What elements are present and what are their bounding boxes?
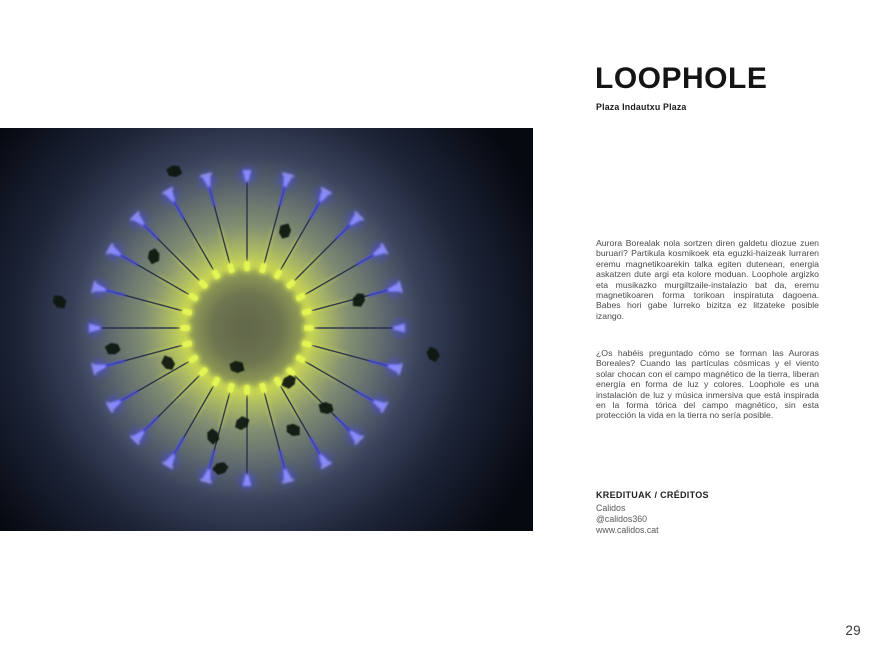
installation-photo-art — [0, 128, 533, 531]
description-basque: Aurora Borealak nola sortzen diren galdetu diozue zuen buruari? Partikula kosmikoek eta eguzki-haizeak lurraren eremu magnetikoarekin talka egiten dutenean, energia askatzen dute argi eta kolore moduan. Loophole argizko eta musikazko murgiltzaile-instalazio bat da, eremu magnetikoaren forma torikoan inspiratuta dagoena. Babes hori gabe lurreko bizitza ez litzateke posible izango. — [596, 238, 819, 321]
page-number: 29 — [845, 623, 861, 638]
location-subtitle: Plaza Indautxu Plaza — [596, 102, 687, 112]
page-title: LOOPHOLE — [595, 62, 768, 95]
credits-list — [596, 503, 659, 535]
credits-heading: KREDITUAK / CRÉDITOS — [596, 490, 709, 500]
credits-artist: Calidos — [596, 503, 626, 513]
description-spanish: ¿Os habéis preguntado cómo se forman las Auroras Boreales? Cuando las partículas cósmicas y el viento solar chocan con el campo magnético de la tierra, liberan energía en forma de luz y colores. Loophole es una instalación de luz y música inmersiva que está inspirada en la forma tórica del campo magnético, sin esta protección la vida en la tierra no sería posible. — [596, 348, 819, 421]
credits-social-handle: @calidos360 — [596, 513, 647, 524]
credits-website: www.calidos.cat — [596, 524, 659, 535]
installation-photo — [0, 128, 533, 531]
